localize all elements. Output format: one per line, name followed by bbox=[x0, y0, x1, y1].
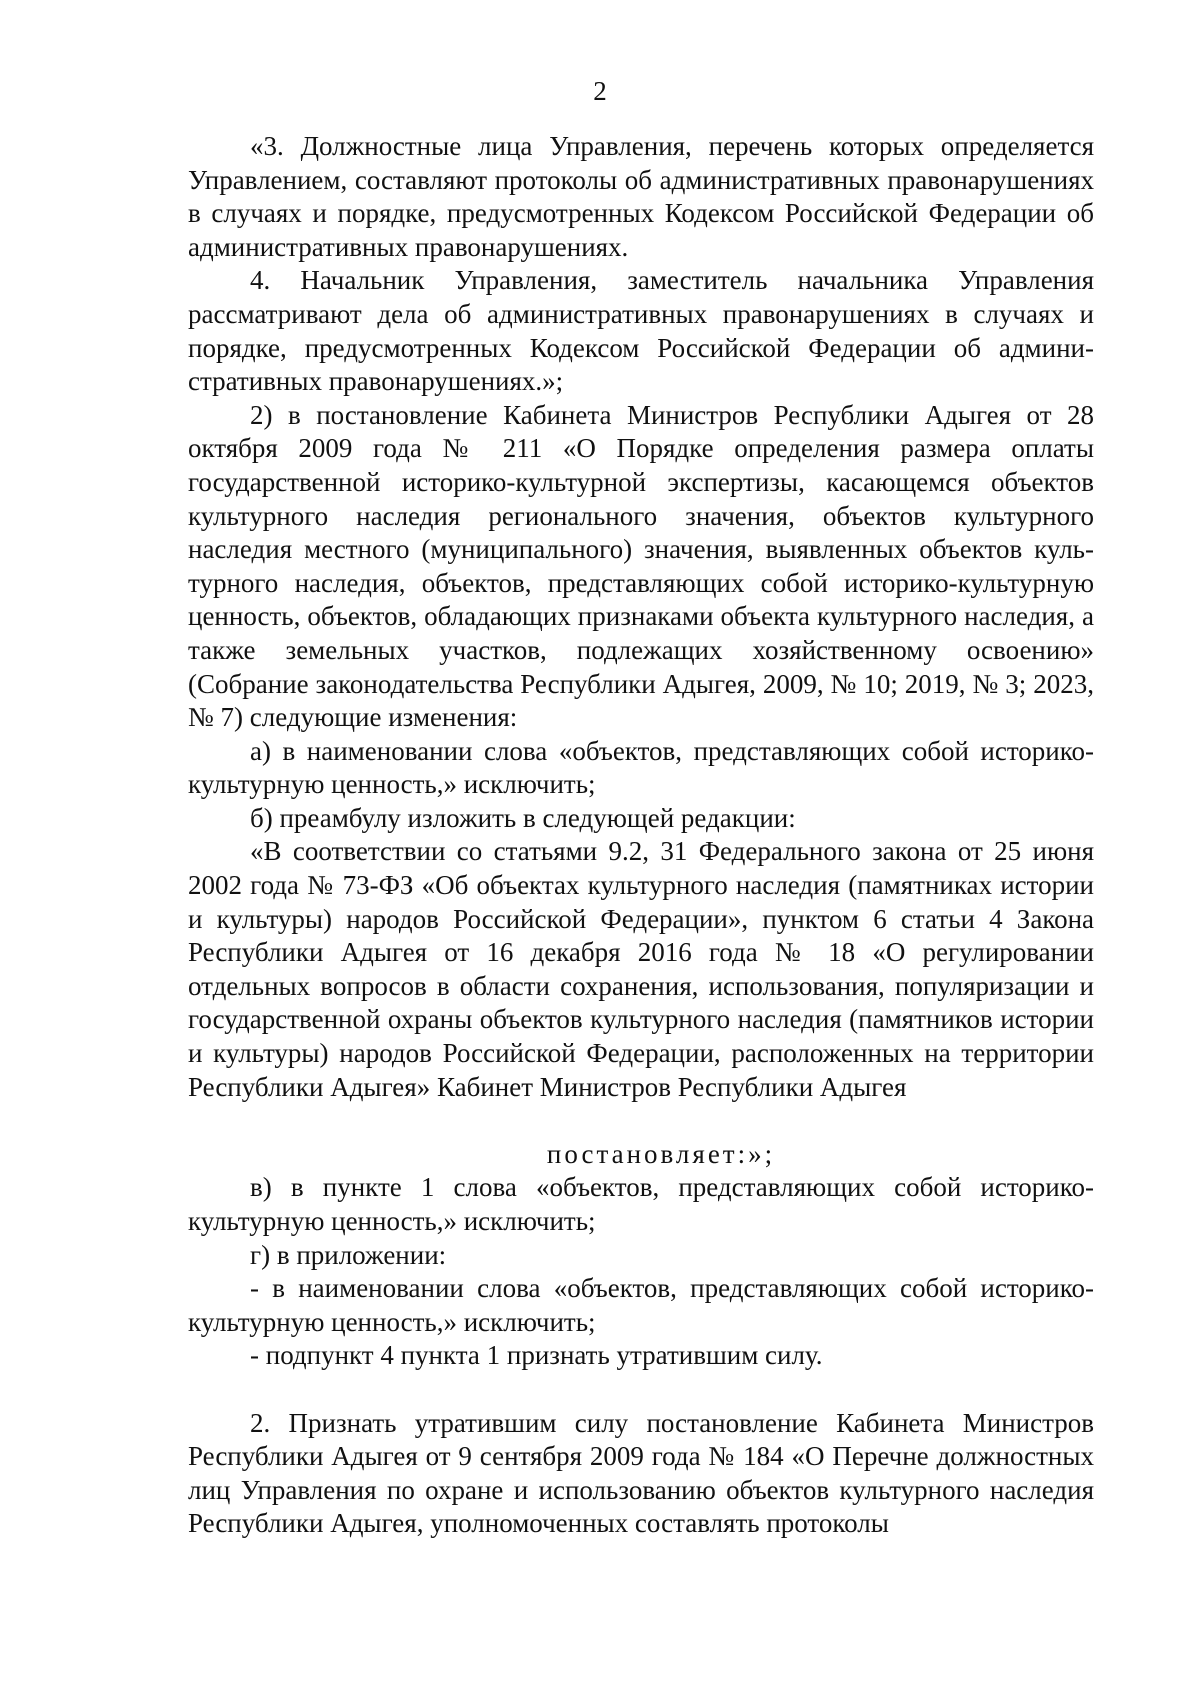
paragraph-dash-1: - в наименовании слова «объектов, представляющих собой историко-культурную ценность,» исключить; bbox=[188, 1273, 1094, 1337]
paragraph-item-2-repeal: 2. Признать утратившим силу постановление Кабинета Министров Республики Адыгея от 9 сентября 2009 года № 184 «О Перечне должностных лиц Управления по охране и использованию объектов культурного наследия Республики Адыгея, уполномоченных составлять протоколы bbox=[188, 1407, 1094, 1539]
spacer bbox=[188, 1373, 1094, 1407]
resolves-heading: постановляет:»; bbox=[546, 1138, 776, 1169]
paragraph-preamble: «В соответствии со статьями 9.2, 31 Федерального закона от 25 июня 2002 года № 73-ФЗ «Об объектах культурного наследия (памятниках истории и культуры) народов Российской Федерации», пунктом 6 статьи 4 Закона Республики Адыгея от 16 декабря 2016 года № 18 «О регулировании отдельных вопросов в области сохранения, использования, популяризации и государственной охраны объектов культурного наследия (памятников истории и культуры) народов Российской Федерации, расположенных на территории Республики Адыгея» Кабинет Министров Республики Адыгея bbox=[188, 836, 1094, 1102]
paragraph-item-2: 2) в постановление Кабинета Министров Республики Адыгея от 28 октября 2009 года № 211 «О Порядке определения размера оплаты государственной историко-культурной экспертизы, касающемся объектов культурного наследия регионального значения, объектов культурного наследия местного (муниципального) значения, выявленных объектов культурного наследия, объектов, представляющих собой историко-культурную ценность, объектов, обладающих признаками объекта культурного наследия, а также земельных участков, подлежащих хозяйственному освоению» (Собрание законодательства Республики Адыгея, 2009, № 10; 2019, № 3; 2023, № 7) следующие изменения: bbox=[188, 399, 1094, 733]
paragraph-subitem-a: а) в наименовании слова «объектов, представляющих собой историко-культурную ценность,» исключить; bbox=[188, 735, 1094, 800]
paragraph-dash-2: - подпункт 4 пункта 1 признать утратившим силу. bbox=[250, 1340, 823, 1371]
spacer bbox=[188, 1104, 1094, 1138]
page-number: 2 bbox=[593, 76, 607, 106]
paragraph-clause-3: «3. Должностные лица Управления, перечень которых определяется Управлением, составляют протоколы об административных правонарушениях в случаях и порядке, предусмотренных Кодексом Российской Федерации об административных правонарушениях. bbox=[188, 131, 1094, 262]
paragraph-subitem-v: в) в пункте 1 слова «объектов, представляющих собой историко-культурную ценность,» исключить; bbox=[188, 1172, 1094, 1236]
paragraph-clause-4: 4. Начальник Управления, заместитель начальника Управления рассматривают дела об административных правонарушениях в случаях и порядке, предусмотренных Кодексом Российской Федерации об административных правонарушениях.»; bbox=[188, 265, 1094, 397]
paragraph-subitem-g: г) в приложении: bbox=[250, 1239, 447, 1270]
paragraph-subitem-b: б) преамбулу изложить в следующей редакции: bbox=[250, 802, 796, 833]
document-body bbox=[188, 130, 1094, 1541]
